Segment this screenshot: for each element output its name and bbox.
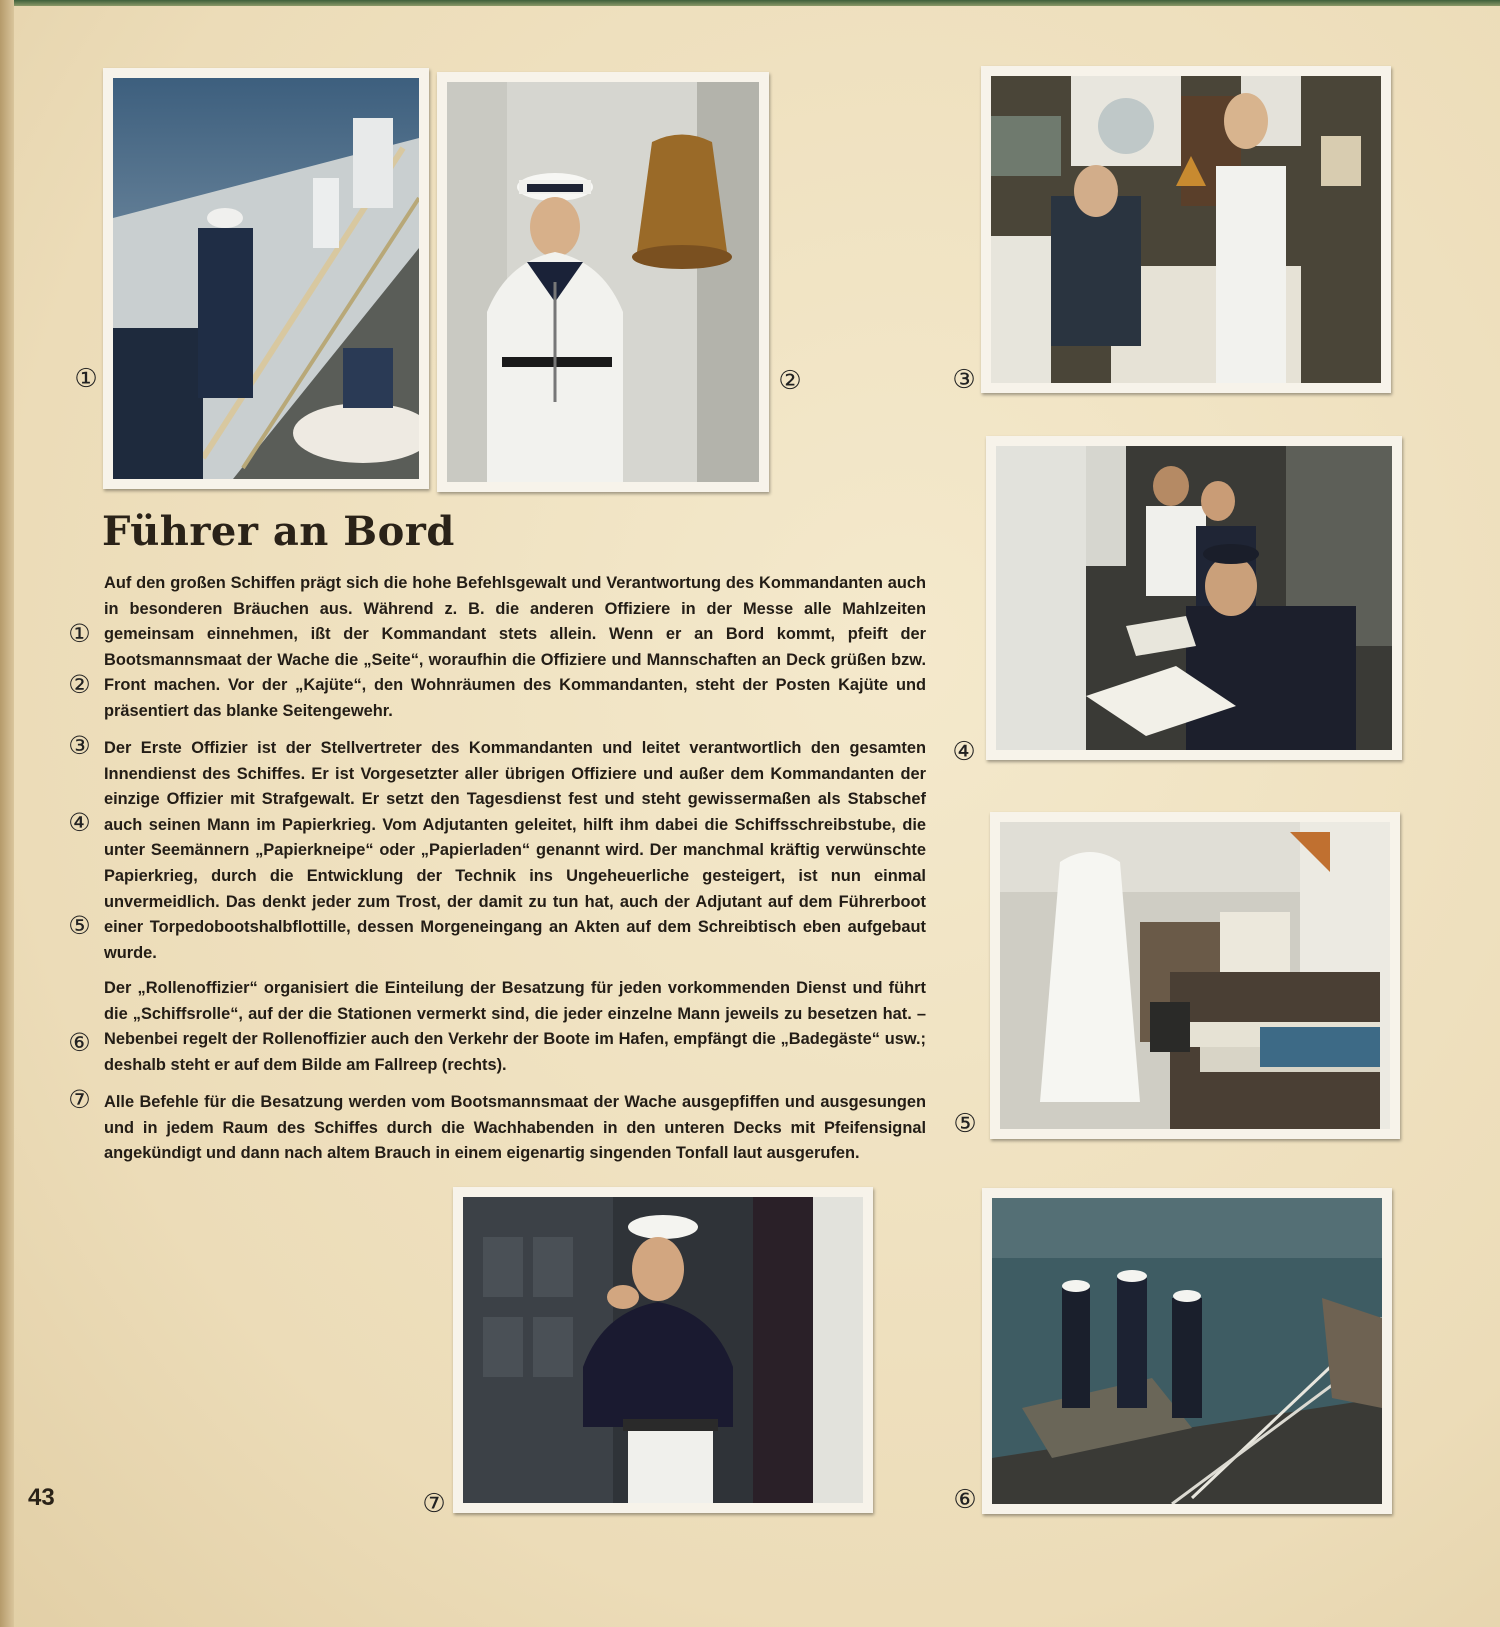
photo-2-image [447, 82, 759, 482]
photo-6-image [992, 1198, 1382, 1504]
photo-1-image [113, 78, 419, 479]
photo-number-4: ④ [952, 737, 976, 767]
photo-number-2: ② [778, 366, 802, 396]
photo-number-5: ⑤ [953, 1109, 977, 1139]
paragraph-3: Der „Rollenoffizier“ organisiert die Einteilung der Besatzung für jeden vorkommenden Dienst und führt die „Schiffsrolle“, auf der die Stationen vermerkt sind, die jeder einzelne Mann jeweils zu besetzen hat. – Nebenbei regelt der Rollenoffizier auch den Verkehr der Boote im Hafen, empfängt die „Badegäste“ usw.; deshalb steht er auf dem Bilde am Fallreep (rechts). [104, 979, 926, 1074]
paragraph-2: Der Erste Offizier ist der Stellvertreter des Kommandanten und leitet verantwortlich den gesamten Innendienst des Schiffes. Er ist Vorgesetzter aller übrigen Offiziere und außer dem Kommandanten der einzige Offizier mit Strafgewalt. Er setzt den Tagesdienst fest und steht gewissermaßen als Stabschef auch seinen Mann im Papierkrieg. Vom Adjutanten geleitet, hilft ihm dabei die Schiffsschreibstube, die unter Seemännern „Papierkneipe“ oder „Papierladen“ genannt wird. Der manchmal kräftig verwünschte Papierkrieg, durch die Entwicklung der Technik ins Ungeheuerliche gesteigert, ist nun einmal unvermeidlich. Das denkt jeder zum Trost, der damit zu tun hat, auch der Adjutant auf dem Führerboot einer Torpedobootshalbflottille, dessen Morgeneingang an Akten auf dem Schreibtisch eben aufgebaut wurde. [104, 739, 926, 962]
photo-2-sentry [437, 72, 769, 492]
text-marker-3: ③ [68, 731, 91, 760]
photo-7-boatswain [453, 1187, 873, 1513]
text-marker-7: ⑦ [68, 1085, 91, 1114]
text-marker-2: ② [68, 670, 91, 699]
text-marker-5: ⑤ [68, 911, 91, 940]
photo-number-7: ⑦ [422, 1489, 446, 1519]
photo-5-desk [990, 812, 1400, 1139]
photo-3-image [991, 76, 1381, 383]
top-edge [0, 0, 1500, 6]
paragraph-4: Alle Befehle für die Besatzung werden vom Bootsmannsmaat der Wache ausgepfiffen und ausgesungen und in jedem Raum des Schiffes durch die Wachhabenden in den unteren Decks mit Pfeifensignal angekündigt und dann nach altem Brauch in einem eigenartig singenden Tonfall laut ausgerufen. [104, 1093, 926, 1163]
binding-edge [0, 0, 14, 1627]
text-marker-1: ① [68, 619, 91, 648]
photo-1-gangway [103, 68, 429, 489]
photo-number-1: ① [74, 364, 98, 394]
photo-number-6: ⑥ [953, 1485, 977, 1515]
photo-number-3: ③ [952, 365, 976, 395]
paragraph-1: Auf den großen Schiffen prägt sich die hohe Befehlsgewalt und Verantwortung des Kommandanten auch in besonderen Bräuchen aus. Während z. B. die anderen Offiziere in der Messe alle Mahlzeiten gemeinsam einnehmen, ißt der Kommandant stets allein. Wenn er an Bord kommt, pfeift der Bootsmannsmaat der Wache die „Seite“, woraufhin die Offiziere und Mannschaften an Deck grüßen bzw. Front machen. Vor der „Kajüte“, den Wohnräumen des Kommandanten, steht der Posten Kajüte und präsentiert das blanke Seitengewehr. [104, 574, 926, 720]
photo-5-image [1000, 822, 1390, 1129]
text-marker-4: ④ [68, 808, 91, 837]
page-number: 43 [28, 1484, 55, 1511]
photo-3-cabin [981, 66, 1391, 393]
photo-7-image [463, 1197, 863, 1503]
page-title: Führer an Bord [102, 508, 455, 555]
photo-4-image [996, 446, 1392, 750]
text-marker-6: ⑥ [68, 1028, 91, 1057]
photo-4-office [986, 436, 1402, 760]
photo-6-fallreep [982, 1188, 1392, 1514]
